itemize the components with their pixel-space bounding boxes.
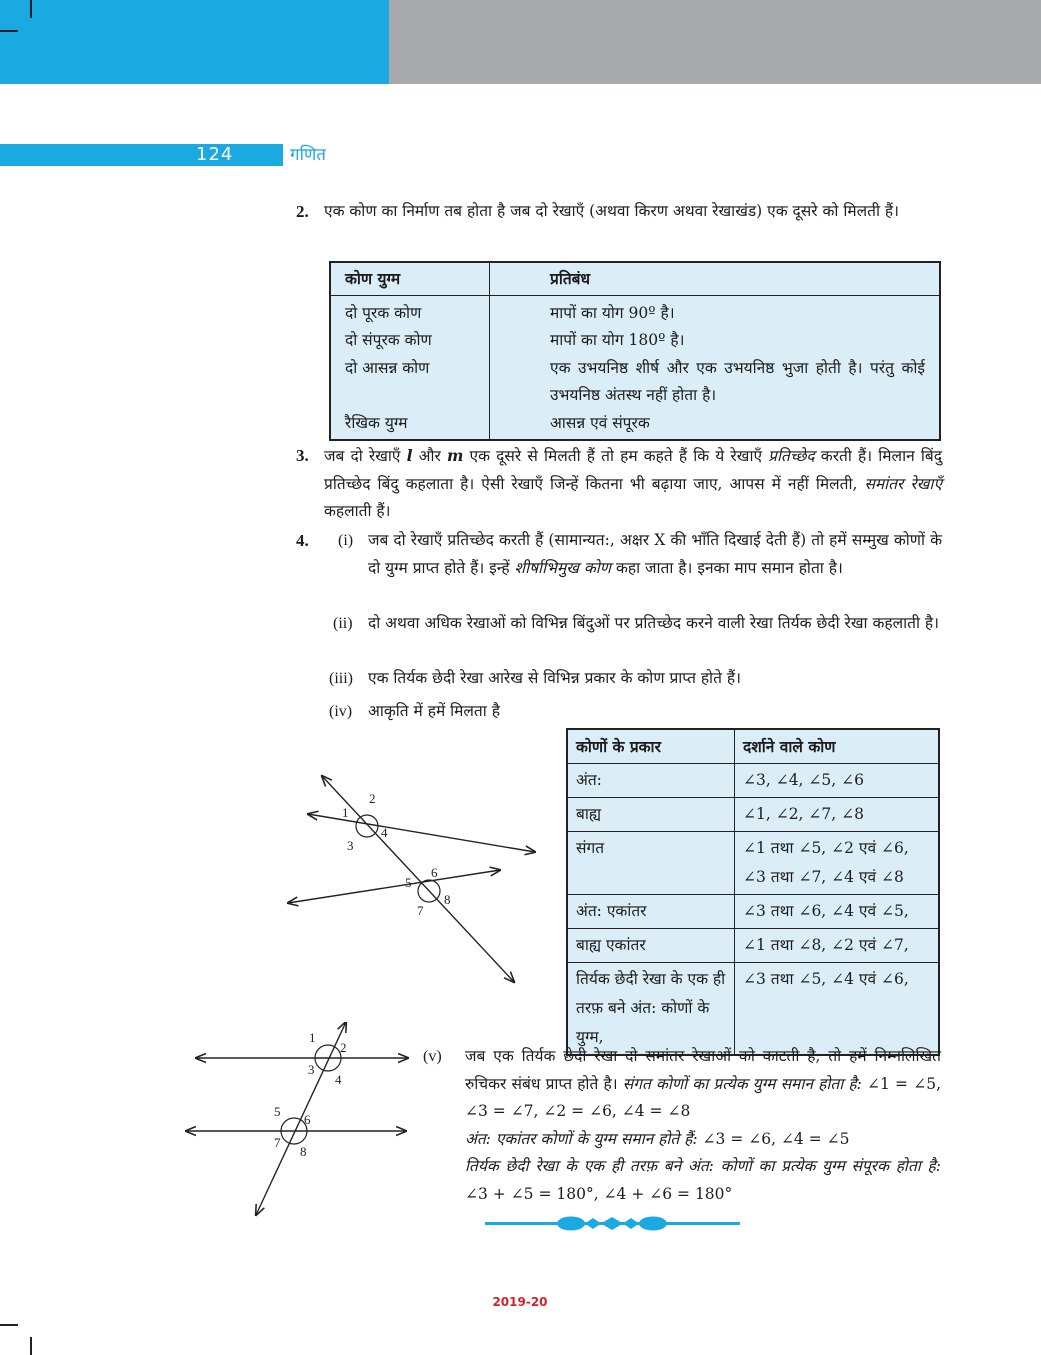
angle-label: 6 [304,1112,311,1127]
page-number: 124 [196,144,234,165]
item-number: 2. [296,202,309,221]
angle-label: 8 [444,892,451,907]
top-color-band-grey [389,0,1041,84]
table-header-cell: दर्शाने वाले कोण [735,729,940,764]
table-row [330,295,940,440]
table-header-cell: कोणों के प्रकार [567,729,735,764]
table-cell: ∠3, ∠4, ∠5, ∠6 [735,764,940,798]
table-cell: ∠3 तथा ∠5, ∠4 एवं ∠6, [735,963,940,1056]
page-footer-year: 2019-20 [492,1295,548,1309]
term-vertical-angles: शीर्षाभिमुख कोण [514,558,611,577]
crop-mark [30,1337,32,1355]
item-4-iii-text: एक तिर्यक छेदी रेखा आरेख से विभिन्न प्रकार के कोण प्राप्त होते हैं। [368,669,741,687]
angle-arc [356,815,378,837]
table-row [567,798,939,832]
angle-label: 1 [342,805,349,820]
table-cell: दो पूरक कोण दो संपूरक कोण दो आसन्न कोण रैखिक युग्म [330,295,490,440]
item-3-text: जब दो रेखाएँ l और m एक दूसरे से मिलती हैं तो हम कहते हैं कि ये रेखाएँ प्रतिच्छेद करती हैं। मिलान बिंदु प्रतिच्छेद बिंदु कहलाता है। ऐसी रेखाएँ जिन्हें कितना भी बढ़ाया जाए, आपस में नहीं मिलती, समांतर रेखाएँ कहलाती हैं। [324,446,943,520]
table-row [567,929,939,963]
table-cell: बाह्य एकांतर [567,929,735,963]
table-cell: ∠3 तथा ∠6, ∠4 एवं ∠5, [735,895,940,929]
angle-label: 4 [335,1072,342,1087]
item-4-v-text: जब एक तिर्यक छेदी रेखा दो समांतर रेखाओं को काटती है, तो हमें निम्नलिखित रुचिकर संबंध प्राप्त होते है। संगत कोणों का प्रत्येक युग्म समान होता है: ∠1 = ∠5, ∠3 = ∠7, ∠2 = ∠6, ∠4 = ∠8 अंत: एकांतर कोणों के युग्म समान होते हैं: ∠3 = ∠6, ∠4 = ∠5 तिर्यक छेदी रेखा के एक ही तरफ़ बने अंत: कोणों का प्रत्येक युग्म संपूरक होता है: ∠3 + ∠5 = 180°, ∠4 + ∠6 = 180° [465,1047,941,1203]
angle-label: 2 [369,791,376,806]
line-2 [288,870,500,903]
sub-item-label: (v) [423,1048,442,1065]
book-subject: गणित [290,145,326,165]
angle-label: 6 [431,865,438,880]
angle-label: 5 [405,875,412,890]
sub-item-label: (i) [338,532,354,549]
table-cell: तिर्यक छेदी रेखा के एक ही तरफ़ बने अंत: कोणों के युग्म, [567,963,735,1056]
sub-item-label: (iii) [329,670,353,687]
table-header-row [330,262,940,295]
angle-label: 3 [347,838,354,853]
angle-label: 1 [309,1030,316,1045]
table-row [567,895,939,929]
item-number: 4. [296,531,309,550]
table-cell: ∠1 तथा ∠5, ∠2 एवं ∠6, ∠3 तथा ∠7, ∠4 एवं ∠8 [735,832,940,895]
section-end-ornament [485,1214,745,1234]
angle-label: 5 [274,1104,281,1119]
table-header-row [567,729,939,764]
transversal-figure-1 [280,770,550,995]
transversal-line [322,776,514,982]
angle-label: 8 [300,1144,307,1159]
angle-pair-table [329,261,941,441]
sub-item-label: (ii) [333,615,353,632]
crop-mark [0,30,18,32]
table-cell: ∠1, ∠2, ∠7, ∠8 [735,798,940,832]
term-intersect: प्रतिच्छेद [768,447,815,465]
table-header-cell: प्रतिबंध [490,262,941,295]
table-row [567,963,939,1056]
term-parallel: समांतर रेखाएँ [864,474,943,493]
table-cell: बाह्य [567,798,735,832]
table-cell: मापों का योग 90º है। मापों का योग 180º है। एक उभयनिष्ठ शीर्ष और एक उभयनिष्ठ भुजा होती है। परंतु कोई उभयनिष्ठ अंतस्थ नहीं होता है। आसन्न एवं संपूरक [550,303,925,432]
transversal-line [256,1022,346,1215]
transversal-figure-2 [180,1022,420,1222]
crop-mark [30,0,32,18]
table-cell: अंत: एकांतर [567,895,735,929]
item-4-iv-text: आकृति में हमें मिलता है [368,702,500,720]
angle-types-table [566,728,940,1056]
table-header-cell: कोण युग्म [330,262,490,295]
item-4-ii-text: दो अथवा अधिक रेखाओं को विभिन्न बिंदुओं पर प्रतिच्छेद करने वाली रेखा तिर्यक छेदी रेखा कहलाती है। [368,614,940,632]
table-cell: अंत: [567,764,735,798]
table-row [567,832,939,895]
crop-mark [0,1324,18,1326]
item-2-text: एक कोण का निर्माण तब होता है जब दो रेखाएँ (अथवा किरण अथवा रेखाखंड) एक दूसरे को मिलती हैं। [324,202,900,220]
angle-label: 3 [308,1062,315,1077]
item-number: 3. [296,446,309,465]
angle-label: 4 [381,825,388,840]
table-cell: ∠1 तथा ∠8, ∠2 एवं ∠7, [735,929,940,963]
angle-label: 7 [417,903,424,918]
angle-label: 2 [340,1040,347,1055]
table-row [567,764,939,798]
item-4-i-text: जब दो रेखाएँ प्रतिच्छेद करती हैं (सामान्यत:, अक्षर X की भाँति दिखाई देती हैं) तो हमें सम्मुख कोणों के दो युग्म प्राप्त होते हैं। इन्हें शीर्षाभिमुख कोण कहा जाता है। इनका माप समान होता है। [368,531,942,577]
table-cell: संगत [567,832,735,895]
angle-label: 7 [274,1135,281,1150]
top-color-band-blue [0,0,389,84]
sub-item-label: (iv) [329,703,353,720]
